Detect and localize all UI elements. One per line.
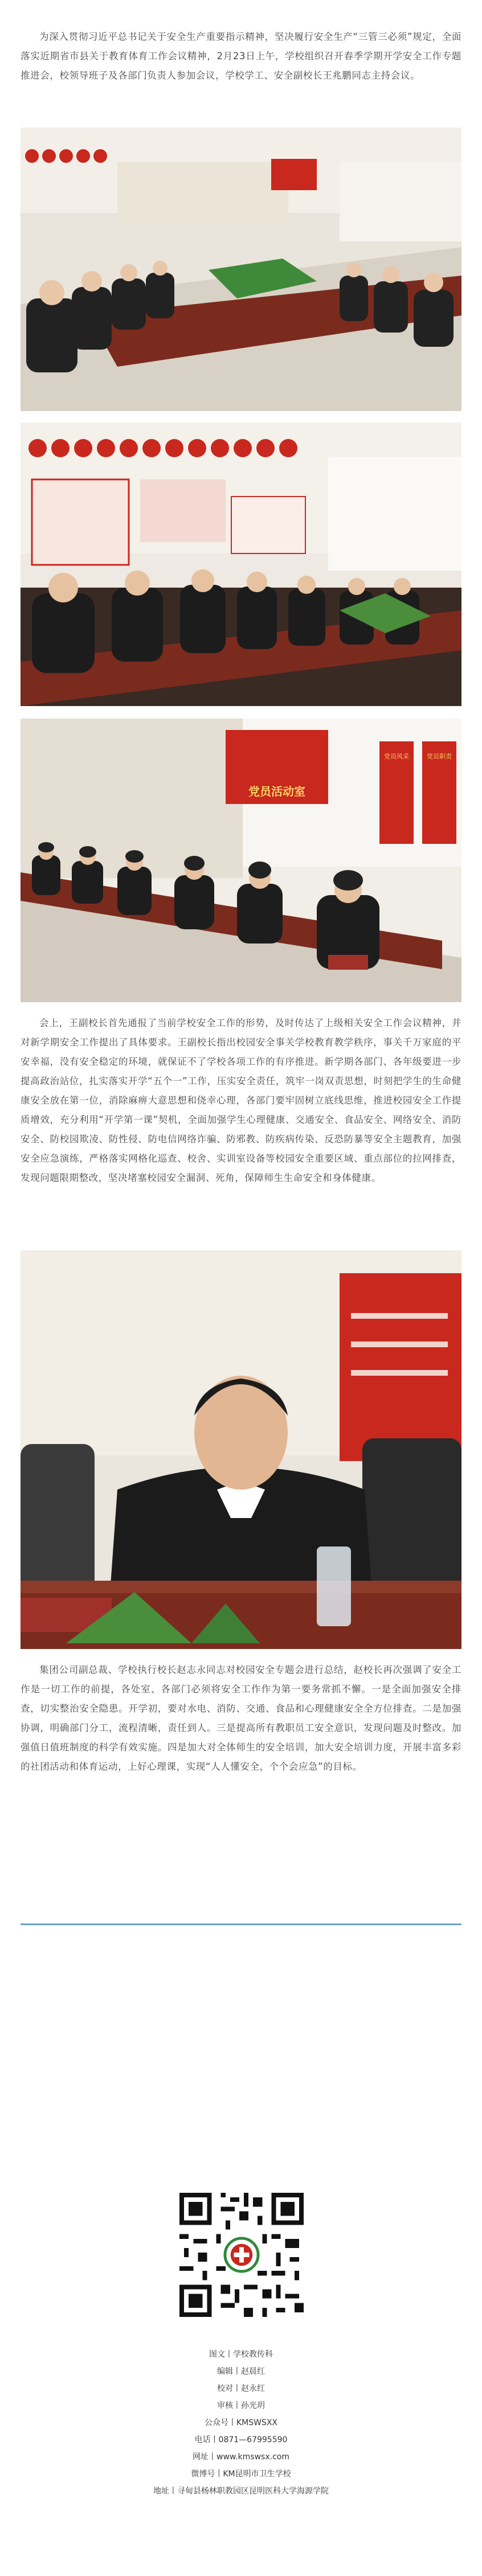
intro-paragraph: 为深入贯彻习近平总书记关于安全生产重要指示精神，坚决履行安全生产“三管三必须”规定，全面落实近期省市县关于教育体育工作会议精神，2月23日上午，学校组织召开春季学期开学安全工作专题推进会，校领导班子及各部门负责人参加会议，学校学工、安全副校长王兆鹏同志主持会议。 <box>21 31 461 81</box>
party-board-right: 党员职责 <box>427 753 452 760</box>
credit-website[interactable]: 网址丨www.kmswsx.com <box>193 2452 289 2462</box>
credit-weibo: 微博号丨KM昆明市卫生学校 <box>191 2470 291 2479</box>
credit-proofreader: 校对丨赵永红 <box>217 2384 265 2393</box>
credit-address: 地址丨寻甸县杨林职教园区昆明医科大学海源学院 <box>153 2487 329 2496</box>
meeting-photo-party-room <box>21 719 461 1002</box>
credit-phone: 电话丨0871—67995590 <box>194 2435 288 2444</box>
credit-reviewer: 审核丨孙光玥 <box>217 2401 265 2410</box>
credit-wechat-account: 公众号丨KMSWSXX <box>204 2418 278 2427</box>
credits-block <box>0 2346 482 2500</box>
summary-paragraph: 集团公司副总裁、学校执行校长赵志永同志对校园安全专题会进行总结，赵校长再次强调了安全工作是一切工作的前提，各处室、各部门必须将安全工作作为第一要务常抓不懈。一是全面加强安全排查，切实整治安全隐患。开学初，要对水电、消防、交通、食品和心理健康安全全方位排查。二是加强协调，明确部门分工，流程清晰，责任到人。三是提高所有教职员工安全意识，发现问题及时整改。加强值日值班制度的科学有效实施。四是加大对全体师生的安全培训，加大安全培训力度，开展丰富多彩的社团活动和体育运动，上好心理课，实现“人人懂安全，个个会应急”的目标。 <box>21 1664 461 1772</box>
meeting-photo-leaders <box>21 423 461 706</box>
section-divider <box>21 1923 461 1925</box>
principal-photo <box>21 1250 461 1649</box>
credit-graphics: 图文丨学校教传科 <box>209 2350 273 2359</box>
party-board-left: 党员风采 <box>384 753 409 760</box>
meeting-photo-overview <box>21 128 461 411</box>
speech-paragraph: 会上，王副校长首先通报了当前学校安全工作的形势，及时传达了上级相关安全工作会议精神，并对新学期安全工作提出了具体要求。王副校长指出校园安全事关学校教育教学秩序，事关千万家庭的平安幸福，没有安全稳定的环境，就保证不了学校各项工作的有序推进。新学期各部门、各年级要进一步提高政治站位，扎实落实开学“五个一”工作，压实安全责任，筑牢一岗双责思想，时刻把学生的生命健康安全放在第一位，消除麻痹大意思想和侥幸心理，各部门要牢固树立底线思维，推进校园安全工作提质增效，充分利用“开学第一课”契机，全面加强学生心理健康、交通安全、食品安全、网络安全、消防安全、防校园欺凌、防性侵、防电信网络诈骗、防邪教、防疾病传染、反恐防暴等安全主题教育，加强安全应急演练，严格落实网格化巡查、校舍、实训室设备等校园安全重要区域、重点部位的拉网排查，发现问题限期整改，坚决堵塞校园安全漏洞、死角，保障师生生命安全和身体健康。 <box>21 1018 461 1183</box>
party-room-banner: 党员活动室 <box>248 786 305 798</box>
credit-editor: 编辑丨赵晨红 <box>217 2367 265 2376</box>
qr-code <box>175 2188 308 2321</box>
